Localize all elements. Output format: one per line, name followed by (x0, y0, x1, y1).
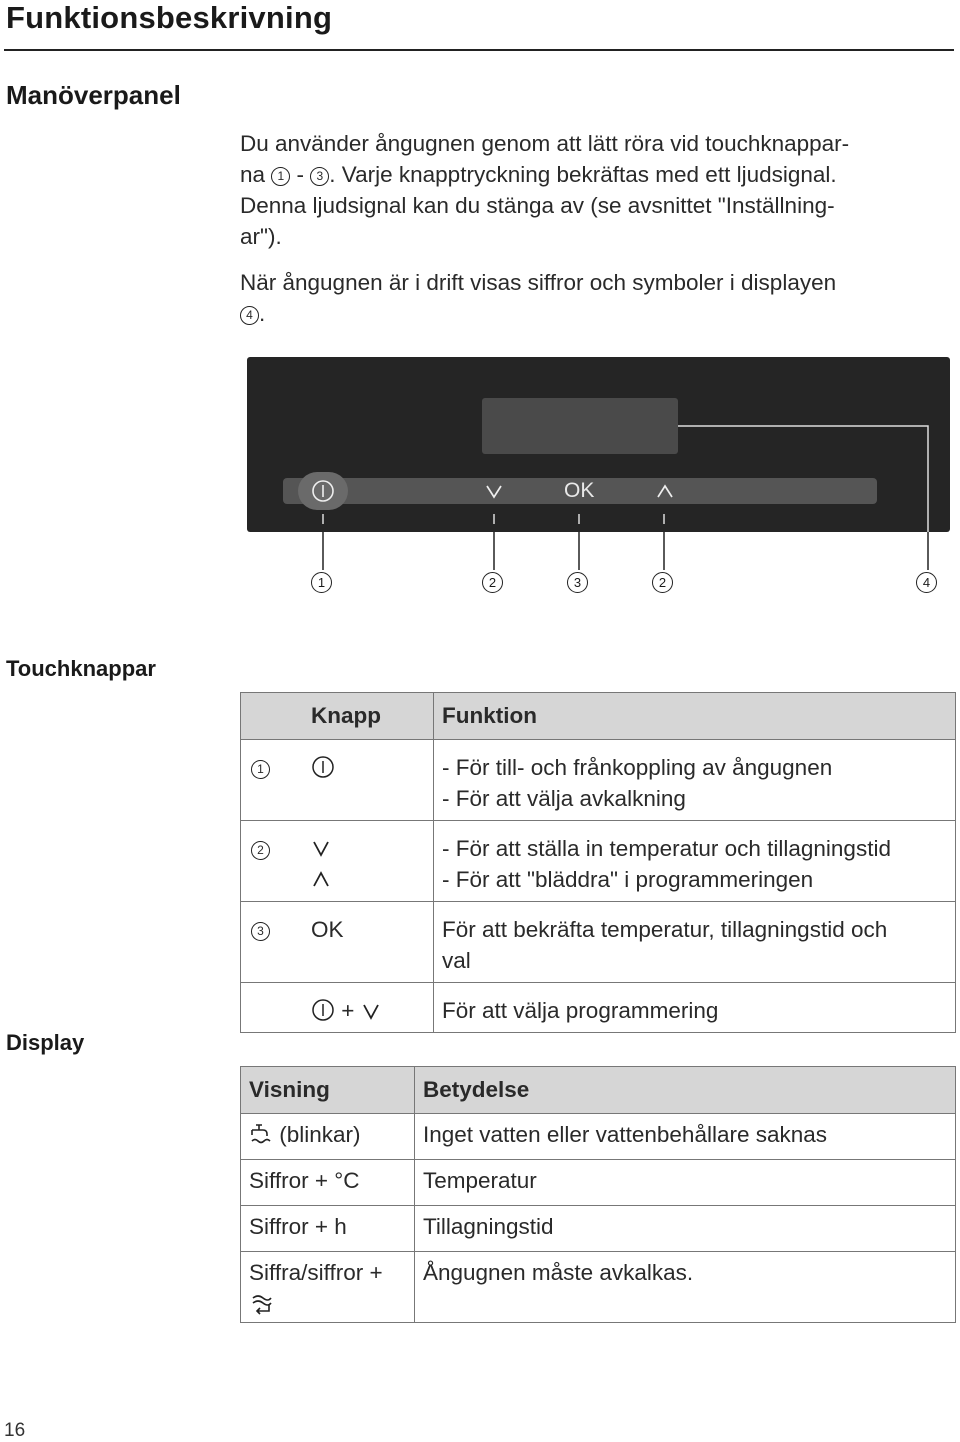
chevron-up-icon (311, 869, 331, 891)
section-heading-display: Display (6, 1030, 85, 1055)
function-text: - För att ställa in temperatur och tillagningstid (442, 836, 891, 861)
visning-text: Siffra/siffror + (249, 1260, 383, 1285)
display-table (240, 1066, 956, 1323)
chevron-down-icon (311, 838, 331, 860)
table-row (241, 740, 956, 821)
header-betydelse: Betydelse (415, 1067, 956, 1114)
function-text: - För att "bläddra" i programmeringen (442, 867, 814, 892)
table-row (241, 1160, 956, 1206)
callout-ref-3: 3 (310, 167, 329, 186)
intro-paragraph (240, 128, 952, 252)
power-icon (310, 478, 336, 504)
page-title: Funktionsbeskrivning (6, 0, 333, 35)
function-text: - För till- och frånkoppling av ångugnen (442, 755, 833, 780)
descale-icon (249, 1290, 275, 1316)
table-row (241, 1206, 956, 1252)
visning-text: Siffror + °C (241, 1160, 415, 1206)
touch-buttons-table (240, 692, 956, 1033)
row-number: 1 (251, 760, 270, 779)
header-funktion: Funktion (434, 693, 956, 740)
betydelse-text: Ångugnen måste avkalkas. (415, 1252, 956, 1323)
function-text: val (442, 948, 471, 973)
table-row (241, 983, 956, 1033)
function-text: För att bekräfta temperatur, tillagningstid och (442, 917, 888, 942)
intro-line-2: na 1 - 3 . Varje knapptryckning bekräftas med ett ljudsignal. (240, 162, 837, 187)
table-row (241, 1114, 956, 1160)
header-knapp: Knapp (297, 693, 434, 740)
function-text: För att välja programmering (442, 998, 719, 1023)
table-header (241, 693, 956, 740)
row-number: 3 (251, 922, 270, 941)
display-line-1: När ångugnen är i drift visas siffror och symboler i displayen (240, 270, 837, 295)
chevron-up-icon[interactable] (655, 481, 675, 501)
callout-4: 4 (916, 572, 937, 594)
water-tap-icon (249, 1122, 273, 1146)
betydelse-text: Temperatur (415, 1160, 956, 1206)
title-rule (4, 49, 954, 51)
table-row (241, 1252, 956, 1323)
row-number: 2 (251, 841, 270, 860)
ok-button[interactable]: OK (564, 479, 595, 502)
header-visning: Visning (241, 1067, 415, 1114)
betydelse-text: Inget vatten eller vattenbehållare saknas (415, 1114, 956, 1160)
chevron-down-icon (361, 1001, 381, 1021)
display-screen (482, 398, 678, 454)
display-line-2: 4 . (240, 298, 952, 329)
ok-key-label: OK (311, 917, 344, 942)
section-heading-manoverpanel: Manöverpanel (6, 80, 181, 110)
callout-1: 1 (311, 572, 332, 594)
power-icon (311, 998, 335, 1022)
callout-ref-1: 1 (271, 167, 290, 186)
table-row (241, 821, 956, 902)
callout-3: 3 (567, 572, 588, 594)
page-number: 16 (4, 1420, 26, 1441)
table-header (241, 1067, 956, 1114)
callout-ref-4: 4 (240, 306, 259, 325)
betydelse-text: Tillagningstid (415, 1206, 956, 1252)
section-heading-touchknappar: Touchknappar (6, 656, 156, 681)
plus-sign: + (341, 998, 355, 1023)
intro-line-3: Denna ljudsignal kan du stänga av (se avsnittet "Inställning- (240, 193, 835, 218)
visning-text: (blinkar) (279, 1122, 361, 1147)
function-text: - För att välja avkalkning (442, 786, 686, 811)
intro-line-4: ar"). (240, 224, 282, 249)
table-row (241, 902, 956, 983)
chevron-down-icon[interactable] (484, 481, 504, 501)
power-icon (311, 755, 335, 779)
callout-2-down: 2 (482, 572, 503, 594)
intro-line-1: Du använder ångugnen genom att lätt röra vid touchknappar- (240, 131, 850, 156)
display-paragraph (240, 267, 952, 329)
callout-2-up: 2 (652, 572, 673, 594)
visning-text: Siffror + h (241, 1206, 415, 1252)
